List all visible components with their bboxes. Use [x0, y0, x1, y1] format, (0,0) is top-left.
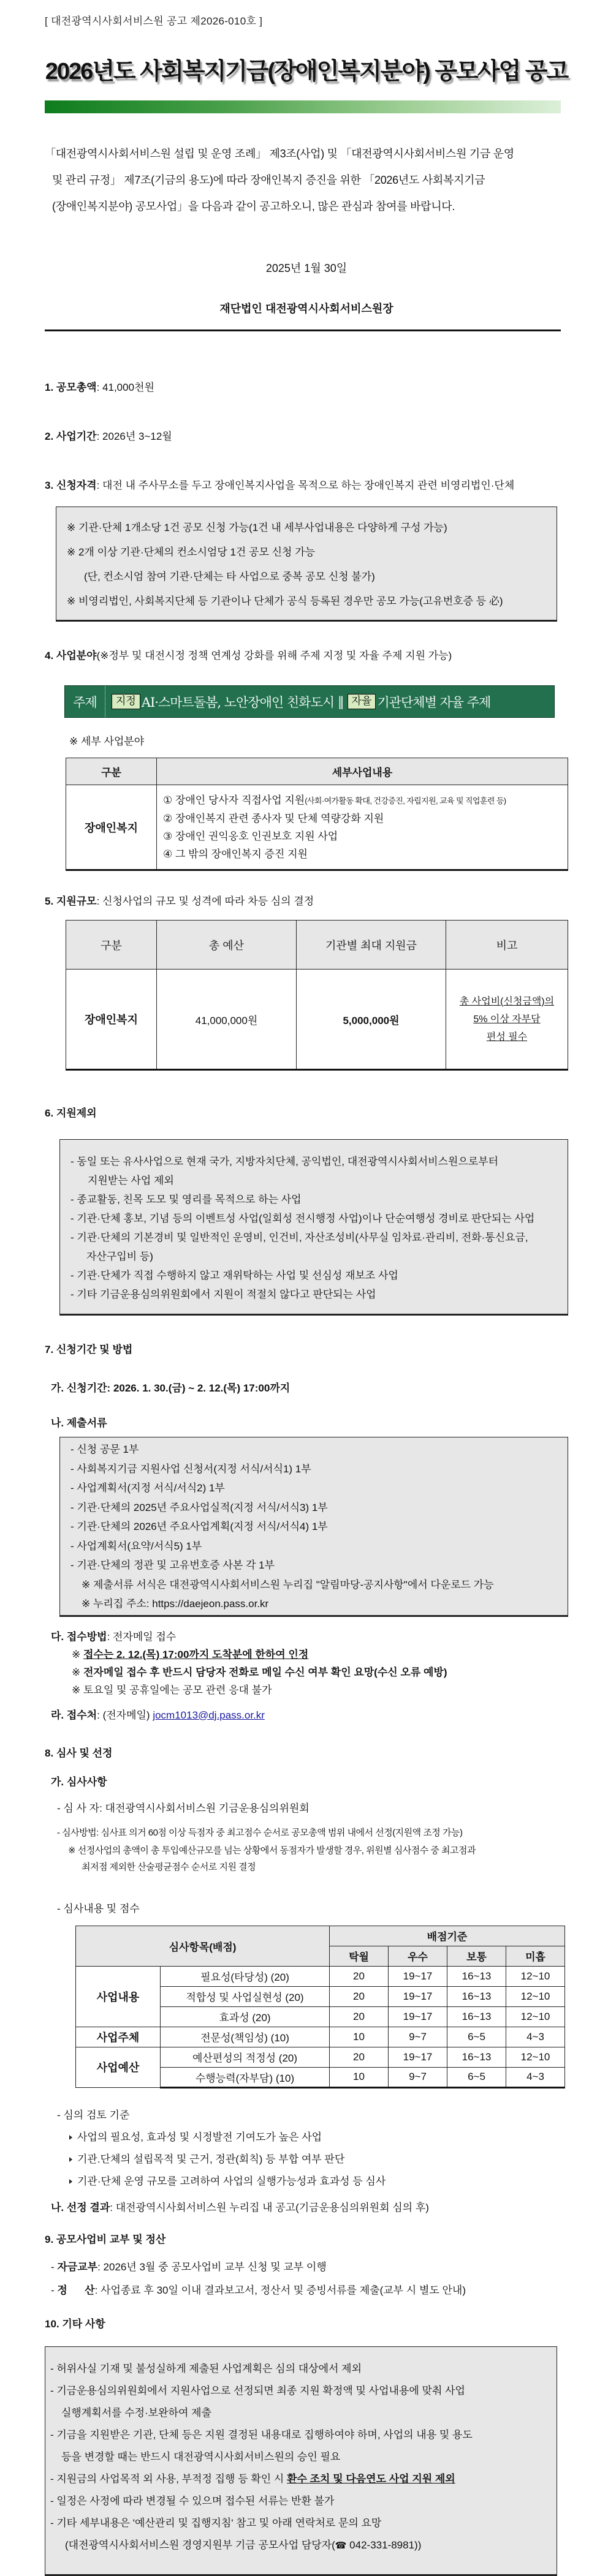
designated-theme: AI·스마트돌봄, 노안장애인 친화도시 — [141, 695, 335, 710]
criteria-text: 기관·단체 운영 규모를 고려하여 사업의 실행가능성과 효과성 등 심사 — [77, 2175, 386, 2187]
score-cell: 16~13 — [447, 1986, 506, 2006]
notice-number: [ 대전광역시사회서비스원 공고 제2026-010호 ] — [45, 15, 263, 27]
score-cell: 19~17 — [389, 1966, 447, 1986]
item-line: 지원받는 사업 제외 — [88, 1175, 174, 1186]
item-label: 자금교부 — [57, 2261, 98, 2273]
list-item: - 신청 공문 1부 — [70, 1444, 139, 1455]
item-detail: (사회·여가활동 확대, 건강증진, 자립지원, 교육 및 직업훈련 등) — [305, 796, 506, 805]
section-value: : 41,000천원 — [96, 382, 154, 393]
criteria-item — [57, 2126, 568, 2149]
list-item: - 기타 기금운용심의위원회에서 지원이 적절치 않다고 판단되는 사업 — [70, 1289, 376, 1300]
section-value: : 신청사업의 규모 및 성격에 따라 차등 심의 결정 — [96, 895, 314, 907]
note-line: 총 사업비(신청금액)의 — [459, 996, 555, 1007]
list-item: - 기관·단체 홍보, 기념 등의 이벤트성 사업(일회성 전시행정 사업)이나 단순여행성 경비로 판단되는 사업 — [70, 1213, 535, 1224]
phone-icon: ☎ — [335, 2540, 347, 2551]
submission-address — [51, 1706, 568, 1722]
group-cell: 사업주체 — [76, 2027, 161, 2047]
score-cell: 19~17 — [389, 1986, 447, 2006]
sub-label: 나. 선정 결과 — [51, 2201, 110, 2213]
section-value: : 대전 내 주사무소를 두고 장애인복지사업을 목적으로 하는 장애인복지 관련 비영리법인·단체 — [96, 480, 515, 491]
announcement-date: 2025년 1월 30일 — [265, 262, 348, 274]
holiday-note: 토요일 및 공휴일에는 공모 관련 응대 불가 — [83, 1684, 272, 1696]
title-gradient-divider — [45, 100, 561, 113]
score-cell: 20 — [330, 2006, 389, 2027]
detail-field-note: ※ 세부 사업분야 — [69, 736, 145, 747]
list-item — [70, 1228, 558, 1266]
theme-banner — [64, 685, 555, 718]
list-item — [50, 2468, 547, 2490]
triangle-bullet-icon — [69, 2135, 72, 2140]
score-cell: 16~13 — [447, 2047, 506, 2067]
table-header: 총 예산 — [157, 921, 297, 970]
item-text: - 지원금의 사업목적 외 사용, 부적정 집행 등 확인 시 — [50, 2472, 287, 2485]
application-period: 가. 신청기간: 2026. 1. 30.(금) ~ 2. 12.(목) 17:00까지 — [51, 1382, 291, 1394]
table-header: 보통 — [447, 1946, 506, 1966]
score-cell: 10 — [330, 2027, 389, 2047]
list-item: - 기타 세부내용은 '예산관리 및 집행지침' 참고 및 아래 연락처로 문의 요망 — [50, 2517, 382, 2529]
items-cell — [157, 785, 568, 870]
score-cell: 9~7 — [389, 2027, 447, 2047]
score-cell: 20 — [330, 1966, 389, 1986]
list-item: - 기관·단체의 2026년 주요사업계획(지정 서식/서식4) 1부 — [70, 1521, 328, 1532]
note-line: 5% 이상 자부담 — [473, 1014, 541, 1025]
score-cell: 12~10 — [506, 2047, 565, 2067]
group-cell: 사업내용 — [76, 1966, 161, 2027]
contact-line — [50, 2534, 547, 2557]
section-exclusions: 6. 지원제외 — [45, 1107, 97, 1119]
section-support-scale — [45, 894, 568, 909]
method-line: - 심사방법: 심사표 의거 60점 이상 득점자 중 최고점수 순서로 공모총액 범위 내에서 선정(지원액 조정 가능) — [57, 1827, 463, 1838]
item-line: 자산구입비 등) — [86, 1251, 153, 1262]
required-documents-box — [59, 1437, 568, 1617]
sub-value: : 대전광역시사회서비스원 누리집 내 공고(기금운용심의위원회 심의 후) — [110, 2201, 429, 2213]
issuer: 재단법인 대전광역시사회서비스원장 — [219, 303, 393, 315]
list-item: - 자금교부: 2026년 3월 중 공모사업비 교부 신청 및 교부 이행 — [51, 2261, 327, 2273]
phone-number: 042-331-8981)) — [346, 2539, 422, 2551]
item-cell: 적합성 및 사업실현성 (20) — [161, 1986, 330, 2006]
evaluation-table — [75, 1926, 565, 2088]
section-grant-settlement: 9. 공모사업비 교부 및 정산 — [45, 2233, 166, 2245]
autonomous-theme: 기관단체별 자율 주제 — [377, 695, 491, 710]
exclusions-box — [59, 1139, 568, 1316]
section-label: 1. 공모총액 — [45, 382, 97, 393]
score-cell: 4~3 — [506, 2067, 565, 2087]
max-grant-cell: 5,000,000원 — [297, 970, 446, 1070]
section-value: (※정부 및 대전시정 정책 연계성 강화를 위해 주제 지정 및 자율 주제 지원 가능) — [96, 650, 452, 661]
review-criteria — [57, 2104, 568, 2193]
section-application: 7. 신청기간 및 방법 — [45, 1344, 133, 1355]
list-item — [50, 2380, 547, 2424]
note-line: (단, 컨소시엄 참여 기관·단체는 타 사업으로 중복 공모 신청 불가) — [84, 571, 375, 582]
recovery-warning: 환수 조치 및 다음연도 사업 지원 제외 — [287, 2472, 455, 2485]
list-item: - 일정은 사정에 따라 변경될 수 있으며 접수된 서류는 반환 불가 — [50, 2495, 335, 2507]
section-label: 4. 사업분야 — [45, 650, 97, 661]
section-project-field — [45, 649, 568, 663]
criteria-item — [57, 2149, 568, 2171]
list-item: - 사업계획서(요약/서식5) 1부 — [70, 1540, 202, 1552]
table-row — [76, 2047, 565, 2067]
list-item: ③ 장애인 권익옹호 인권보호 지원 사업 — [163, 830, 338, 842]
review-items — [57, 1799, 568, 1918]
score-cell: 16~13 — [447, 2006, 506, 2027]
triangle-bullet-icon — [69, 2157, 72, 2162]
note-line — [72, 1646, 568, 1663]
list-item: - 허위사실 기재 및 불성실하게 제출된 사업계획은 심의 대상에서 제외 — [50, 2362, 362, 2375]
eval-heading: - 심사내용 및 점수 — [57, 1902, 140, 1915]
section-review-selection: 8. 심사 및 선정 — [45, 1747, 113, 1759]
list-item: - 기관·단체가 직접 수행하지 않고 재위탁하는 사업 및 선심성 재보조 사업 — [70, 1270, 398, 1281]
category-cell: 장애인복지 — [66, 785, 157, 870]
table-header: 심사항목(배점) — [76, 1926, 330, 1966]
item-value: : 사업종료 후 30일 이내 결과보고서, 정산서 및 증빙서류를 제출(교부 시 별도 안내) — [94, 2284, 466, 2296]
submission-notes — [72, 1646, 568, 1699]
item-line: 등을 변경할 때는 반드시 대전광역시사회서비스원의 승인 필요 — [61, 2450, 341, 2463]
page-title: 2026년도 사회복지기금(장애인복지분야) 공모사업 공고 — [45, 59, 568, 85]
submission-method — [51, 1628, 568, 1643]
grant-settlement-items — [51, 2256, 568, 2302]
item-cell: 효과성 (20) — [161, 2006, 330, 2027]
criteria-heading: - 심의 검토 기준 — [57, 2109, 130, 2121]
header-rule — [45, 330, 561, 331]
note-line: ※ 제출서류 서식은 대전광역시사회서비스원 누리집 "알림마당-공지사항"에서 다운로드 가능 — [82, 1578, 494, 1591]
intro-line: 「대전광역시사회서비스원 설립 및 운영 조례」 제3조(사업) 및 「대전광역시사회서비스원 기금 운영 — [45, 148, 514, 160]
intro-line: (장애인복지분야) 공모사업」을 다음과 같이 공고하오니, 많은 관심과 참여를 바랍니다. — [52, 200, 455, 213]
triangle-bullet-icon — [69, 2179, 72, 2184]
section-total-amount — [45, 380, 568, 395]
sub-value: : (전자메일) — [97, 1709, 153, 1721]
method-note: 최저점 제외한 산술평균점수 순서로 지원 결정 — [82, 1861, 256, 1872]
method-note: ※ 선정사업의 총액이 총 투입예산규모를 넘는 상황에서 동점자가 발생할 경우, 위원별 심사점수 중 최고점과 — [68, 1845, 476, 1856]
table-header: 구분 — [66, 921, 157, 970]
section-eligibility — [45, 478, 568, 493]
item-text: ① 장애인 당사자 직접사업 지원 — [163, 794, 305, 806]
table-row — [66, 785, 568, 870]
note-line — [72, 1681, 568, 1699]
autonomous-tag: 자율 — [348, 694, 376, 709]
note-line: 편성 필수 — [486, 1031, 528, 1042]
table-row — [76, 1966, 565, 1986]
score-cell: 12~10 — [506, 2006, 565, 2027]
website-note: ※ 누리집 주소: https://daejeon.pass.or.kr — [82, 1598, 269, 1610]
list-item: ② 장애인복지 관련 종사자 및 단체 역량강화 지원 — [163, 813, 384, 824]
score-cell: 19~17 — [389, 2047, 447, 2067]
other-notes-box — [45, 2346, 557, 2576]
list-item: - 기관·단체의 2025년 주요사업실적(지정 서식/서식3) 1부 — [70, 1501, 328, 1513]
item-cell: 필요성(타당성) (20) — [161, 1966, 330, 1986]
criteria-item — [57, 2171, 568, 2193]
table-row — [76, 2027, 565, 2047]
list-item — [163, 791, 561, 810]
note-line: ※ 기관·단체 1개소당 1건 공모 신청 가능(1건 내 세부사업내용은 다양하게 구성 가능) — [67, 522, 447, 533]
table-header: 배점기준 — [330, 1926, 565, 1946]
intro-paragraph — [45, 141, 568, 220]
detail-field-table — [66, 758, 568, 871]
required-documents-heading: 나. 제출서류 — [51, 1417, 107, 1429]
score-cell: 19~17 — [389, 2006, 447, 2027]
group-cell: 사업예산 — [76, 2047, 161, 2087]
table-header: 비고 — [446, 921, 568, 970]
sub-label: 다. 접수방법 — [51, 1630, 107, 1643]
note-cell — [446, 970, 568, 1070]
confirm-note: 전자메일 접수 후 반드시 담당자 전화로 메일 수신 여부 확인 요망(수신 오류 예방) — [83, 1666, 447, 1678]
deadline-note: 접수는 2. 12.(목) 17:00까지 도착분에 한하여 인정 — [83, 1648, 309, 1660]
sub-value: : 전자메일 접수 — [107, 1630, 177, 1643]
table-header: 탁월 — [330, 1946, 389, 1966]
category-cell: 장애인복지 — [66, 970, 157, 1070]
criteria-text: 기관.단체의 설립목적 및 근거, 정관(회칙) 등 부합 여부 판단 — [77, 2153, 345, 2165]
table-row — [66, 970, 568, 1070]
section-label: 3. 신청자격 — [45, 480, 97, 491]
score-cell: 6~5 — [447, 2027, 506, 2047]
item-cell: 예산편성의 적정성 (20) — [161, 2047, 330, 2067]
section-label: 2. 사업기간 — [45, 431, 97, 442]
selection-result — [51, 2199, 568, 2214]
designated-tag: 지정 — [112, 694, 140, 709]
reviewer-line: - 심 사 자: 대전광역시사회서비스원 기금운용심의위원회 — [57, 1802, 310, 1814]
score-cell: 20 — [330, 1986, 389, 2006]
score-cell: 12~10 — [506, 1986, 565, 2006]
section-other: 10. 기타 사항 — [45, 2318, 105, 2330]
email-link[interactable]: jocm1013@dj.pass.or.kr — [153, 1709, 265, 1721]
list-item: ④ 그 밖의 장애인복지 증진 지원 — [163, 848, 308, 860]
list-item: - 기관·단체의 정관 및 고유번호증 사본 각 1부 — [70, 1559, 275, 1571]
theme-separator: ‖ — [338, 694, 344, 709]
sub-label: 라. 접수처 — [51, 1709, 97, 1721]
table-header: 우수 — [389, 1946, 447, 1966]
intro-line: 및 관리 규정」 제7조(기금의 용도)에 따라 장애인복지 증진을 위한 「2026년도 사회복지기금 — [52, 174, 485, 186]
table-header: 기관별 최대 지원금 — [297, 921, 446, 970]
support-scale-table — [66, 920, 568, 1071]
score-cell: 9~7 — [389, 2067, 447, 2087]
note-mark: ※ — [72, 1648, 81, 1660]
item-line: - 동일 또는 유사사업으로 현재 국가, 지방자치단체, 공익법인, 대전광역시사회서비스원으로부터 — [70, 1156, 499, 1167]
table-header: 구분 — [66, 758, 157, 785]
section-value: : 2026년 3~12월 — [96, 431, 172, 442]
score-cell: 20 — [330, 2047, 389, 2067]
list-item: - 종교활동, 친목 도모 및 영리를 목적으로 하는 사업 — [70, 1194, 302, 1205]
list-item — [50, 2424, 547, 2468]
item-line: - 기금을 지원받은 기관, 단체 등은 지원 결정된 내용대로 집행하여야 하며, 사업의 내용 및 용도 — [50, 2428, 473, 2441]
note-mark: ※ — [72, 1684, 81, 1696]
note-line: ※ 2개 이상 기관·단체의 컨소시엄당 1건 공모 신청 가능 — [67, 546, 316, 558]
item-cell: 수행능력(자부담) (10) — [161, 2067, 330, 2087]
item-line: - 기관·단체의 기본경비 및 일반적인 운영비, 인건비, 자산조성비(사무실 임차료·관리비, 전화·통신요금, — [70, 1232, 528, 1243]
table-header: 미흡 — [506, 1946, 565, 1966]
note-line: ※ 비영리법인, 사회복지단체 등 기관이나 단체가 공식 등록된 경우만 공모 가능(고유번호증 등 必) — [67, 595, 503, 607]
score-cell: 12~10 — [506, 1966, 565, 1986]
section-project-period — [45, 429, 568, 444]
section-label: 5. 지원규모 — [45, 895, 97, 907]
review-items-heading: 가. 심사사항 — [51, 1776, 107, 1788]
table-header: 세부사업내용 — [157, 758, 568, 785]
item-line: 실행계획서를 수정·보완하여 제출 — [61, 2406, 212, 2419]
item-value: : 2026년 3월 중 공모사업비 교부 신청 및 교부 이행 — [97, 2261, 327, 2273]
contact-text: (대전광역시사회서비스원 경영지원부 기금 공모사업 담당자( — [65, 2539, 335, 2551]
score-cell: 10 — [330, 2067, 389, 2087]
item-cell: 전문성(책임성) (10) — [161, 2027, 330, 2047]
score-cell: 16~13 — [447, 1966, 506, 1986]
eligibility-notes-box — [56, 507, 557, 622]
total-budget-cell: 41,000,000원 — [157, 970, 297, 1070]
criteria-text: 사업의 필요성, 효과성 및 시정발전 기여도가 높은 사업 — [77, 2131, 322, 2143]
item-label: 정 산 — [57, 2284, 95, 2296]
score-cell: 6~5 — [447, 2067, 506, 2087]
item-line: - 기금운용심의위원회에서 지원사업으로 선정되면 최종 지원 확정액 및 사업내용에 맞춰 사업 — [50, 2384, 465, 2397]
note-mark: ※ — [72, 1666, 81, 1678]
list-item: - 사회복지기금 지원사업 신청서(지정 서식/서식1) 1부 — [70, 1463, 311, 1475]
theme-label: 주제 — [65, 686, 105, 717]
note-line — [72, 1663, 568, 1681]
score-cell: 4~3 — [506, 2027, 565, 2047]
list-item: - 정 산: 사업종료 후 30일 이내 결과보고서, 정산서 및 증빙서류를 제출(교부 시 별도 안내) — [51, 2284, 466, 2296]
list-item — [70, 1152, 558, 1190]
list-item: - 사업계획서(지정 서식/서식2) 1부 — [70, 1482, 225, 1494]
